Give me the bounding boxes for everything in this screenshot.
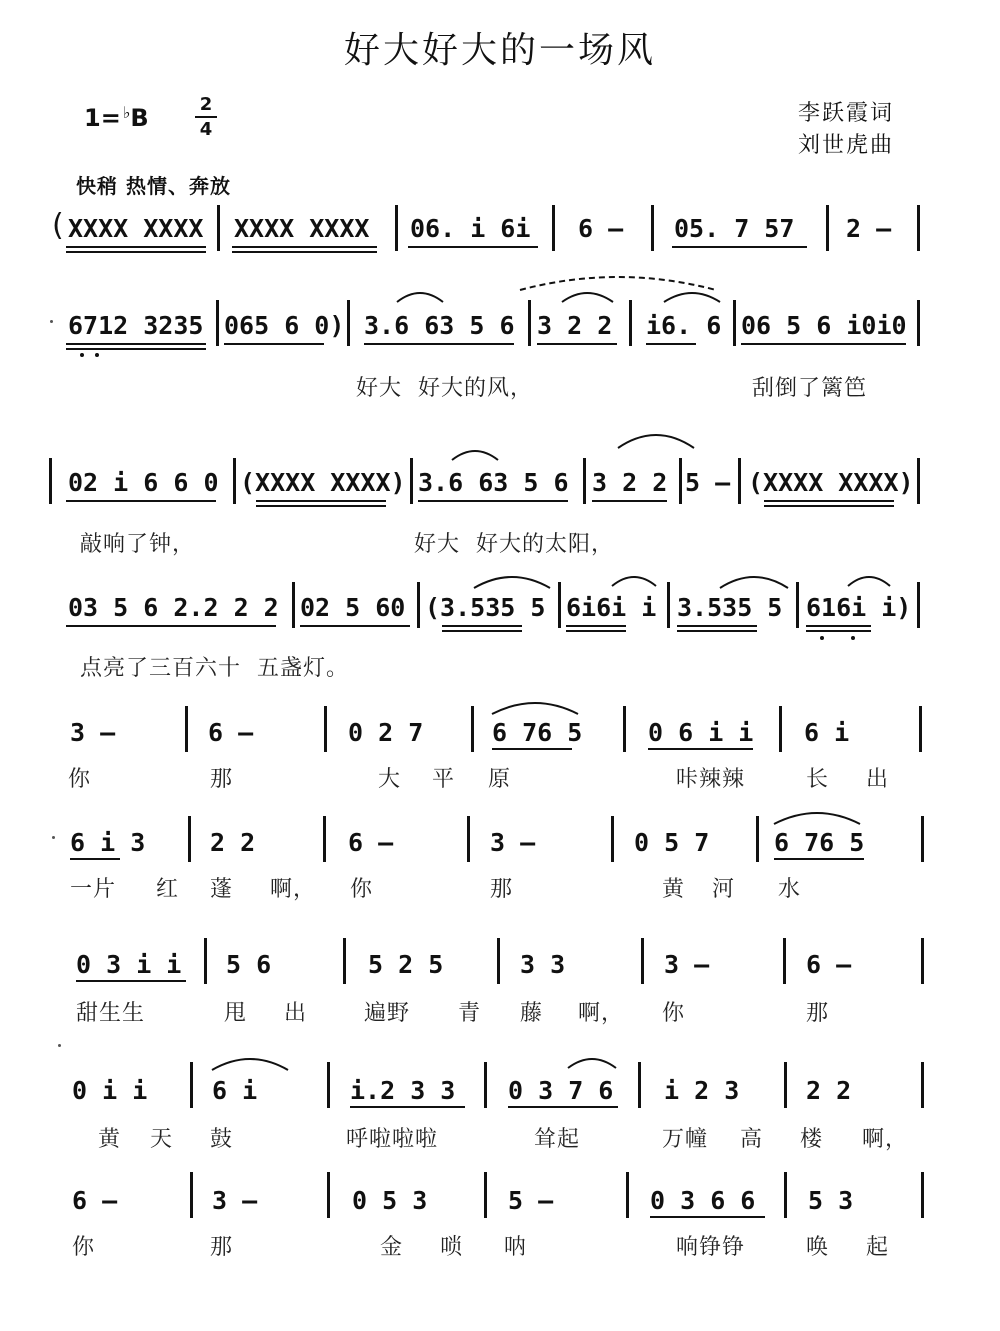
measure: 6 –: [806, 950, 852, 979]
measure: i6. 6: [646, 311, 722, 340]
lyric-word: 河: [712, 877, 736, 902]
measure: 0 5 3: [352, 1186, 428, 1215]
measure: XXXX XXXX: [68, 214, 204, 243]
lyric-word: 响铮铮: [676, 1235, 746, 1260]
score-system-1: ( XXXX XXXX XXXX XXXX 06. i 6i 6 – 05. 7 57 2 –: [0, 0, 1000, 1331]
lyric-line: 刮倒了篱笆: [752, 376, 868, 401]
measure: 6 –: [72, 1186, 118, 1215]
measure: 3.535 5: [677, 593, 783, 622]
time-signature: 2 4: [195, 94, 217, 140]
lyric-word: 遍野: [364, 1001, 411, 1026]
lyric-word: 呼啦啦啦: [346, 1127, 439, 1152]
lyric-word: 起: [866, 1235, 890, 1260]
lyric-word: 长: [806, 767, 830, 792]
lyric-word: 出: [866, 767, 890, 792]
measure: 0 5 7: [634, 828, 710, 857]
measure: 3 –: [490, 828, 536, 857]
flat-sign: ♭: [122, 103, 131, 122]
measure: 02 5 60: [300, 593, 406, 622]
measure: 5 3: [808, 1186, 854, 1215]
measure: 2 2: [210, 828, 256, 857]
lyric-word: 啊，: [578, 1001, 625, 1026]
lyric-word: 藤: [520, 1001, 544, 1026]
measure: 5 –: [508, 1186, 554, 1215]
lyric-word: 鼓: [210, 1127, 234, 1152]
measure: 6 –: [578, 214, 624, 243]
lyric-word: 出: [284, 1001, 308, 1026]
measure: i.2 3 3: [350, 1076, 456, 1105]
measure: 3.6 63 5 6: [364, 311, 515, 340]
composer-credit: 刘世虎曲: [797, 133, 894, 158]
lyric-word: 甜生生: [76, 1001, 146, 1026]
measure: 05. 7 57: [674, 214, 795, 243]
measure: 0 6 i i: [648, 718, 754, 747]
measure: 2 –: [846, 214, 892, 243]
lyric-word: 啊，: [270, 877, 317, 902]
measure: 616i i): [806, 593, 912, 622]
lyric-word: 金: [380, 1235, 404, 1260]
lyric-word: 耸起: [534, 1127, 581, 1152]
lyric-word: 万幢: [662, 1127, 709, 1152]
measure: 3 –: [212, 1186, 258, 1215]
measure: i 2 3: [664, 1076, 740, 1105]
lyric-word: 唤: [806, 1235, 830, 1260]
measure: 6 –: [208, 718, 254, 747]
lyric-word: 那: [806, 1001, 830, 1026]
lyric-word: 唢: [440, 1235, 464, 1260]
lyric-word: 啊，: [862, 1127, 909, 1152]
measure: 3 –: [664, 950, 710, 979]
lyric-word: 天: [150, 1127, 174, 1152]
measure: 3 3: [520, 950, 566, 979]
lyric-word: 黄: [98, 1127, 122, 1152]
lyric-line: 好大 好大的太阳，: [414, 532, 614, 557]
measure: 6 i: [212, 1076, 258, 1105]
lyric-word: 甩: [224, 1001, 248, 1026]
measure: 3 –: [70, 718, 116, 747]
measure: (XXXX XXXX): [748, 468, 914, 497]
lyric-word: 大: [378, 767, 402, 792]
measure: 02 i 6 6 0: [68, 468, 219, 497]
lyric-word: 那: [210, 1235, 234, 1260]
lyric-line: 敲响了钟，: [80, 532, 196, 557]
measure: 065 6 0): [224, 311, 345, 340]
measure: 6 i: [804, 718, 850, 747]
measure: 03 5 6 2.2 2 2: [68, 593, 279, 622]
lyric-word: 楼: [800, 1127, 824, 1152]
song-title: 好大好大的一场风: [343, 30, 656, 71]
lyric-word: 你: [72, 1235, 96, 1260]
measure: 6 –: [348, 828, 394, 857]
measure: 0 3 i i: [76, 950, 182, 979]
lyric-line: 好大 好大的风，: [356, 376, 533, 401]
measure: 5 2 5: [368, 950, 444, 979]
measure: 3 2 2: [537, 311, 613, 340]
lyric-word: 那: [490, 877, 514, 902]
measure: (3.535 5: [425, 593, 546, 622]
measure: 3.6 63 5 6: [418, 468, 569, 497]
measure: 3 2 2: [592, 468, 668, 497]
lyric-word: 原: [488, 767, 512, 792]
measure: 6i6i i: [566, 593, 657, 622]
lyricist-credit: 李跃霞词: [797, 101, 894, 126]
lyric-word: 你: [68, 767, 92, 792]
measure: 2 2: [806, 1076, 852, 1105]
measure: 0 3 7 6: [508, 1076, 614, 1105]
lyric-word: 咔辣辣: [676, 767, 746, 792]
lyric-word: 你: [350, 877, 374, 902]
lyric-line: 点亮了三百六十 五盏灯。: [80, 656, 349, 681]
measure: 6712 3235: [68, 311, 204, 340]
lyric-word: 红: [156, 877, 180, 902]
measure: XXXX XXXX: [234, 214, 370, 243]
lyric-word: 呐: [504, 1235, 528, 1260]
measure: 06. i 6i: [410, 214, 531, 243]
lyric-word: 那: [210, 767, 234, 792]
measure: 6 76 5: [774, 828, 865, 857]
lyric-word: 一片: [70, 877, 117, 902]
measure: 6 76 5: [492, 718, 583, 747]
key-signature: 1= ♭B: [84, 103, 149, 132]
lyric-word: 水: [778, 877, 802, 902]
lyric-word: 高: [740, 1127, 764, 1152]
lyric-word: 黄: [662, 877, 686, 902]
measure: 5 6: [226, 950, 272, 979]
measure: 06 5 6 i0i0: [741, 311, 907, 340]
lyric-word: 你: [662, 1001, 686, 1026]
lyric-word: 蓬: [210, 877, 234, 902]
lyric-word: 青: [458, 1001, 482, 1026]
measure: (XXXX XXXX): [240, 468, 406, 497]
tempo-marking: 快稍 热情、奔放: [76, 174, 231, 198]
measure: 5 –: [685, 468, 731, 497]
measure: 0 3 6 6: [650, 1186, 756, 1215]
measure: 0 2 7: [348, 718, 424, 747]
measure: 0 i i: [72, 1076, 148, 1105]
lyric-word: 平: [432, 767, 456, 792]
measure: 6 i 3: [70, 828, 146, 857]
